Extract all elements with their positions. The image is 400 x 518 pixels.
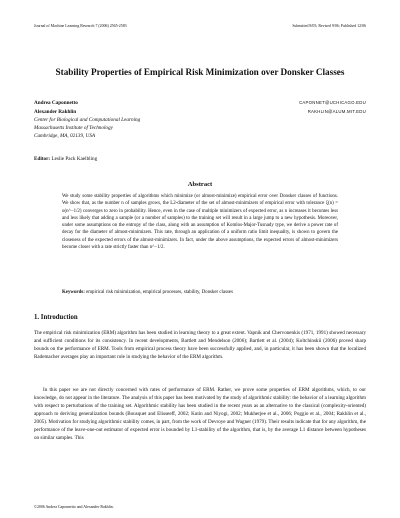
- copyright-footer: ©2006 Andrea Caponnetto and Alexander Rakhlin.: [34, 505, 114, 509]
- journal-header: [34, 24, 366, 28]
- intro-paragraph-1: The empirical risk minimization (ERM) algorithm has been studied in learning theory to a great extent. Vapnik and Chervonenkis (1971, 1991) showed necessary and sufficient conditions for its consistency. In recent developments, Bartlett and Mendelson (2006); Bartlett et al. (2004); Koltchinskii (2006) proved sharp bounds on the performance of ERM. Tools from empirical process theory have been successfully applied, and, in particular, it has been shown that the localized Rademacher averages play an important role in studying the behavior of the ERM algorithm.: [34, 330, 366, 361]
- journal-citation: Journal of Machine Learning Research 7 (2006) 2565-2583: [34, 24, 127, 28]
- affiliation-line: Massachusetts Institute of Technology: [34, 125, 113, 132]
- affiliation-block: [34, 116, 140, 141]
- keywords-text: empirical risk minimization, empirical processes, stability, Donsker classes: [86, 290, 233, 295]
- abstract-heading: Abstract: [187, 181, 213, 188]
- abstract-text: We study some stability properties of algorithms which minimize (or almost-minimize) empirical error over Donsker classes of functions. We show that, as the number n of samples grows, the L2-diameter of the set of almost-minimizers of empirical error with tolerance ξ(n) = o(n^−1/2) converges to zero in probability. Hence, even in the case of multiple minimizers of expected error, as n increases it becomes less and less likely that adding a sample (or a number of samples) to the training set will result in a large jump to a new hypothesis. Moreover, under some assumptions on the entropy of the class, along with an assumption of Komlos-Major-Tusnady type, we derive a power rate of decay for the diameter of almost-minimizers. This rate, through an application of a uniform ratio limit inequality, is shown to govern the closeness of the expected errors of the almost-minimizers. In fact, under the above assumptions, the expected errors of almost-minimizers become closer with a rate strictly faster than n^−1/2.: [62, 194, 338, 250]
- author-line-2: [34, 109, 366, 115]
- author-line-1: [34, 100, 366, 106]
- keywords-line: [62, 290, 338, 295]
- paper-title: Stability Properties of Empirical Risk Minimization over Donsker Classes: [55, 67, 345, 77]
- author-name: Andrea Caponnetto: [34, 100, 78, 106]
- affiliation-line: Center for Biological and Computational Learning: [34, 117, 141, 123]
- author-name: Alexander Rakhlin: [34, 108, 77, 115]
- affiliation-line: Cambridge, MA, 02139, USA: [34, 133, 96, 140]
- keywords-label: Keywords:: [62, 290, 85, 295]
- submission-dates: Submitted 8/05; Revised 9/06; Published 12/06: [292, 24, 366, 28]
- author-email: RAKHLIN@ALUM.MIT.EDU: [307, 108, 366, 114]
- editor-label: Editor:: [34, 156, 51, 162]
- author-email: CAPONNET@UCHICAGO.EDU: [299, 100, 366, 105]
- section-heading: 1. Introduction: [34, 314, 78, 321]
- editor-line: [34, 156, 97, 162]
- editor-name: Leslie Pack Kaelbling: [51, 156, 98, 162]
- intro-paragraph-2: In this paper we are not directly concerned with rates of performance of ERM. Rather, we prove some properties of ERM algorithms, which, to our knowledge, do not appear in the literature. The analysis of this paper has been motivated by the study of algorithmic stability: the behavior of a learning algorithm with respect to perturbations of the training set. Algorithmic stability has been studied in the recent years as an alternative to the classical (complexity-oriented) approach to deriving generalization bounds (Bousquet and Elisseeff, 2002; Kutin and Niyogi, 2002; Mukherjee et al., 2006; Poggio et al., 2004; Rakhlin et al., 2005). Motivation for studying algorithmic stability comes, in part, from the work of Devroye and Wagner (1979). Their results indicate that for any algorithm, the performance of the leave-one-out estimator of expected error is bounded by L1-stability of the algorithm, that is, by the average L1 distance between hypotheses on similar samples. This: [34, 387, 366, 442]
